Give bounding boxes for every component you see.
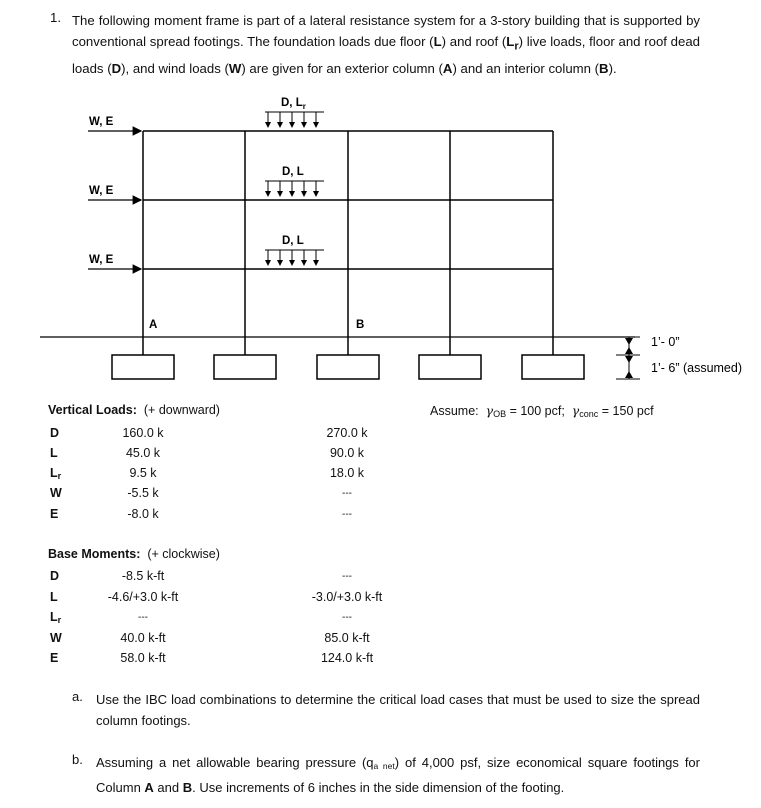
footing-5: [522, 355, 584, 379]
question-number: 1.: [50, 10, 61, 25]
moment-frame: [143, 131, 553, 355]
lateral-label-3: W, E: [89, 185, 114, 197]
column-a-label: A: [149, 319, 158, 331]
lateral-label-2: W, E: [89, 254, 114, 266]
depth-1-label: 1’- 0”: [651, 335, 680, 349]
assumption: Assume: $\gamma_{OB} = 100$ pcf; $\gamma_{conc} = 150$ pcf: [430, 403, 654, 419]
floor3-load-label: D, L: [282, 166, 304, 178]
floor2-load-label: D, L: [282, 235, 304, 247]
footing-2: [214, 355, 276, 379]
part-a-number: a.: [72, 689, 83, 704]
frame-diagram: [0, 0, 761, 400]
roof-load-label: D, $L_r$: [281, 97, 306, 111]
part-b-text: Assuming a net allowable bearing pressure $(q_{a net})$ of 4,000 psf, size economical square footings for Column A and B. Use increments of 6 inches in the side dimension of the footing.: [96, 755, 700, 795]
floor3-load-arrows: [265, 181, 324, 196]
base-moments-heading: Base Moments: (+ clockwise): [48, 547, 220, 561]
vertical-loads-heading: Vertical Loads: (+ downward): [48, 403, 220, 417]
column-b-label: B: [356, 319, 365, 331]
lateral-label-roof: W, E: [89, 116, 114, 128]
question-text: The following moment frame is part of a lateral resistance system for a 3-story building that is supported by conventional spread footings. The foundation loads due floor (L) and roof $(L_r)$ live loads, floor and roof dead loads (D), and wind loads (W) are given for an exterior column (A) and an interior column (B).: [72, 13, 700, 76]
part-a-text: Use the IBC load combinations to determine the critical load cases that must be used to size the spread column footings.: [96, 692, 700, 728]
footing-4: [419, 355, 481, 379]
floor2-load-arrows: [265, 250, 324, 265]
roof-load-arrows: [265, 112, 324, 127]
part-b-number: b.: [72, 752, 83, 767]
depth-2-label: 1’- 6” (assumed): [651, 361, 742, 375]
footing-1: [112, 355, 174, 379]
footing-3: [317, 355, 379, 379]
